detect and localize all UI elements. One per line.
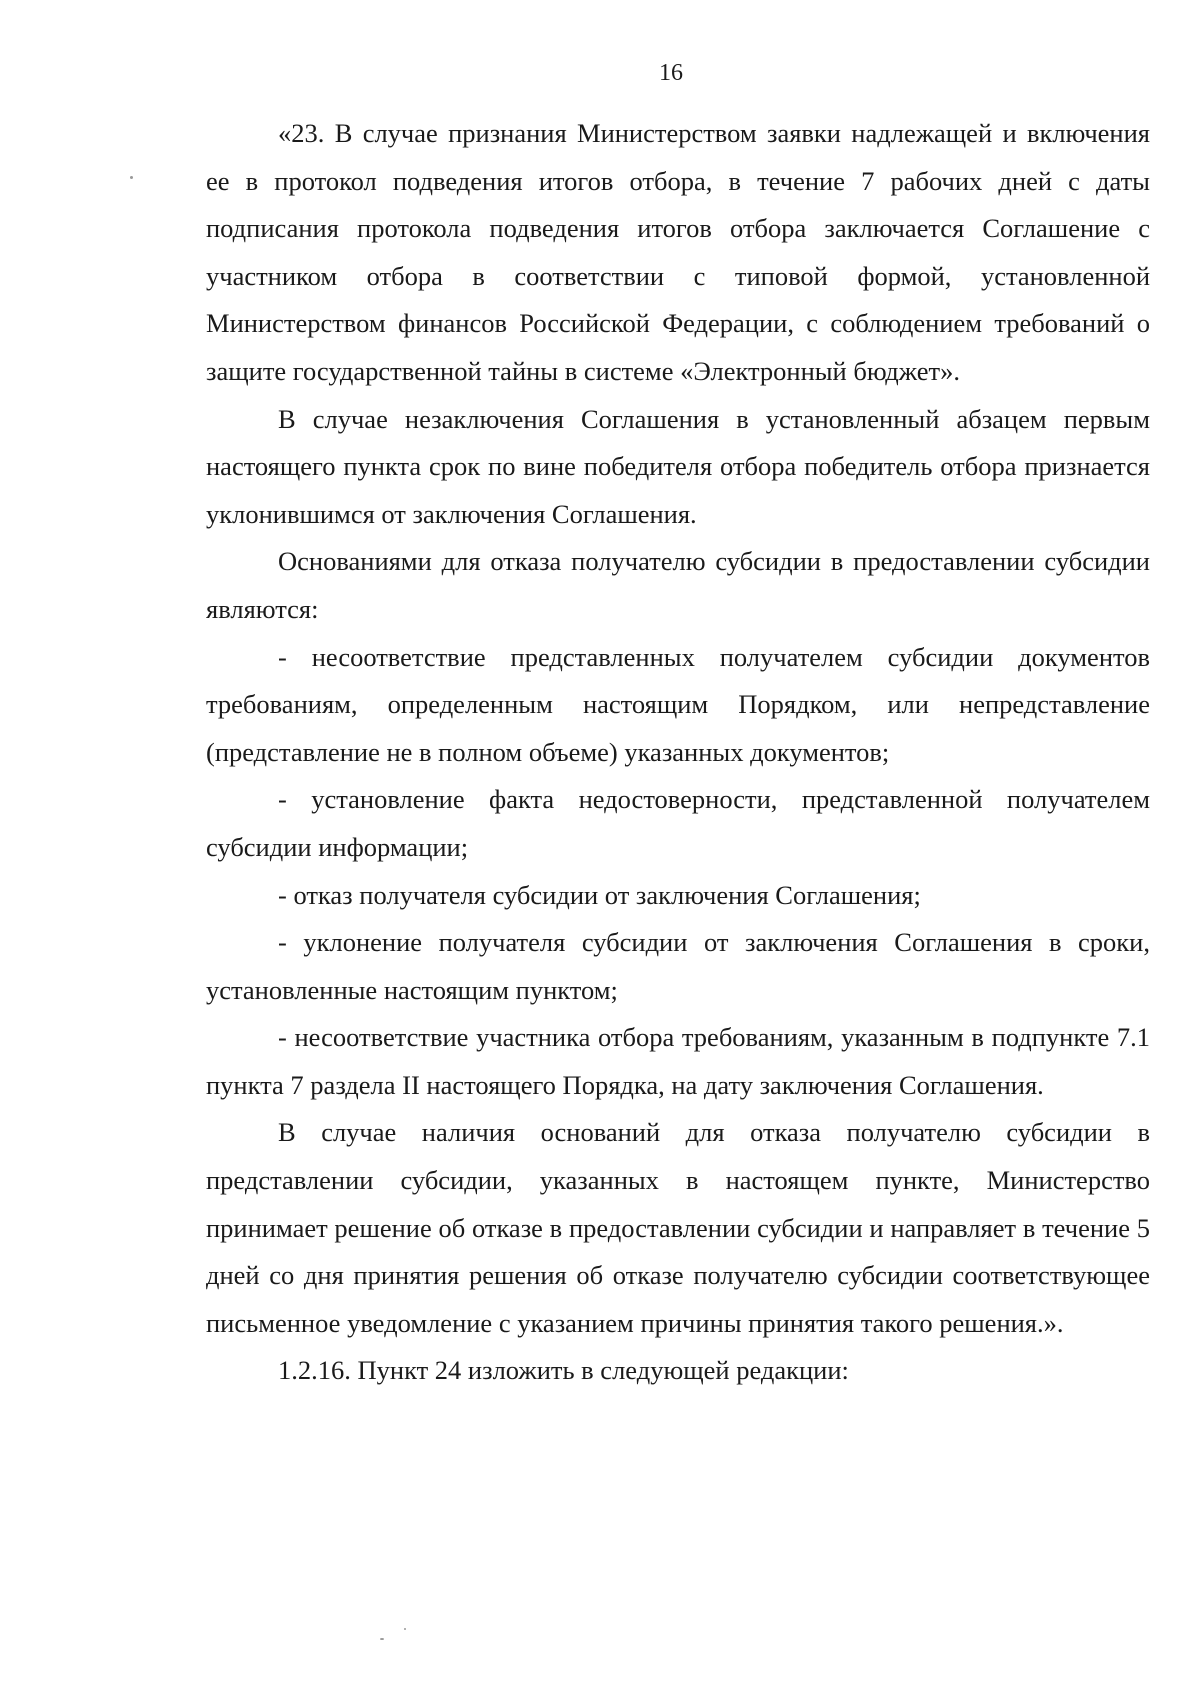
list-item-false-information: - установление факта недостоверности, представленной получателем субсидии информации; [206,784,1150,862]
page-number: 16 [659,60,683,86]
list-item-requirements-mismatch: - несоответствие участника отбора требованиям, указанным в подпункте 7.1 пункта 7 раздела II настоящего Порядка, на дату заключения Соглашения. [206,1022,1150,1100]
paragraph-item-23: «23. В случае признания Министерством заявки надлежащей и включения ее в протокол подведения итогов отбора, в течение 7 рабочих дней с даты подписания протокола подведения итогов отбора заключается Соглашение с участником отбора в соответствии с типовой формой, установленной Министерством финансов Российской Федерации, с соблюдением требований о защите государственной тайны в системе «Электронный бюджет». [206,118,1150,386]
list-item-refusal-to-sign: - отказ получателя субсидии от заключения Соглашения; [278,879,921,910]
scan-speck [130,176,133,179]
paragraph-non-conclusion: В случае незаключения Соглашения в установленный абзацем первым настоящего пункта срок по вине победителя отбора победитель отбора признается уклонившимся от заключения Соглашения. [206,403,1150,529]
paragraph-refusal-grounds: Основаниями для отказа получателю субсидии в предоставлении субсидии являются: [206,546,1150,624]
paragraph-amendment-1-2-16: 1.2.16. Пункт 24 изложить в следующей редакции: [278,1355,849,1386]
list-item-evasion: - уклонение получателя субсидии от заключения Соглашения в сроки, установленные настоящим пунктом; [206,927,1150,1005]
list-item-document-mismatch: - несоответствие представленных получателем субсидии документов требованиям, определенным настоящим Порядком, или непредставление (представление не в полном объеме) указанных документов; [206,641,1150,767]
scan-speck [404,1628,406,1630]
scan-speck [380,1638,384,1640]
document-body [206,110,1150,1395]
paragraph-refusal-decision: В случае наличия оснований для отказа получателю субсидии в представлении субсидии, указанных в настоящем пункте, Министерство принимает решение об отказе в предоставлении субсидии и направляет в течение 5 дней со дня принятия решения об отказе получателю субсидии соответствующее письменное уведомление с указанием причины принятия такого решения.». [206,1117,1150,1338]
